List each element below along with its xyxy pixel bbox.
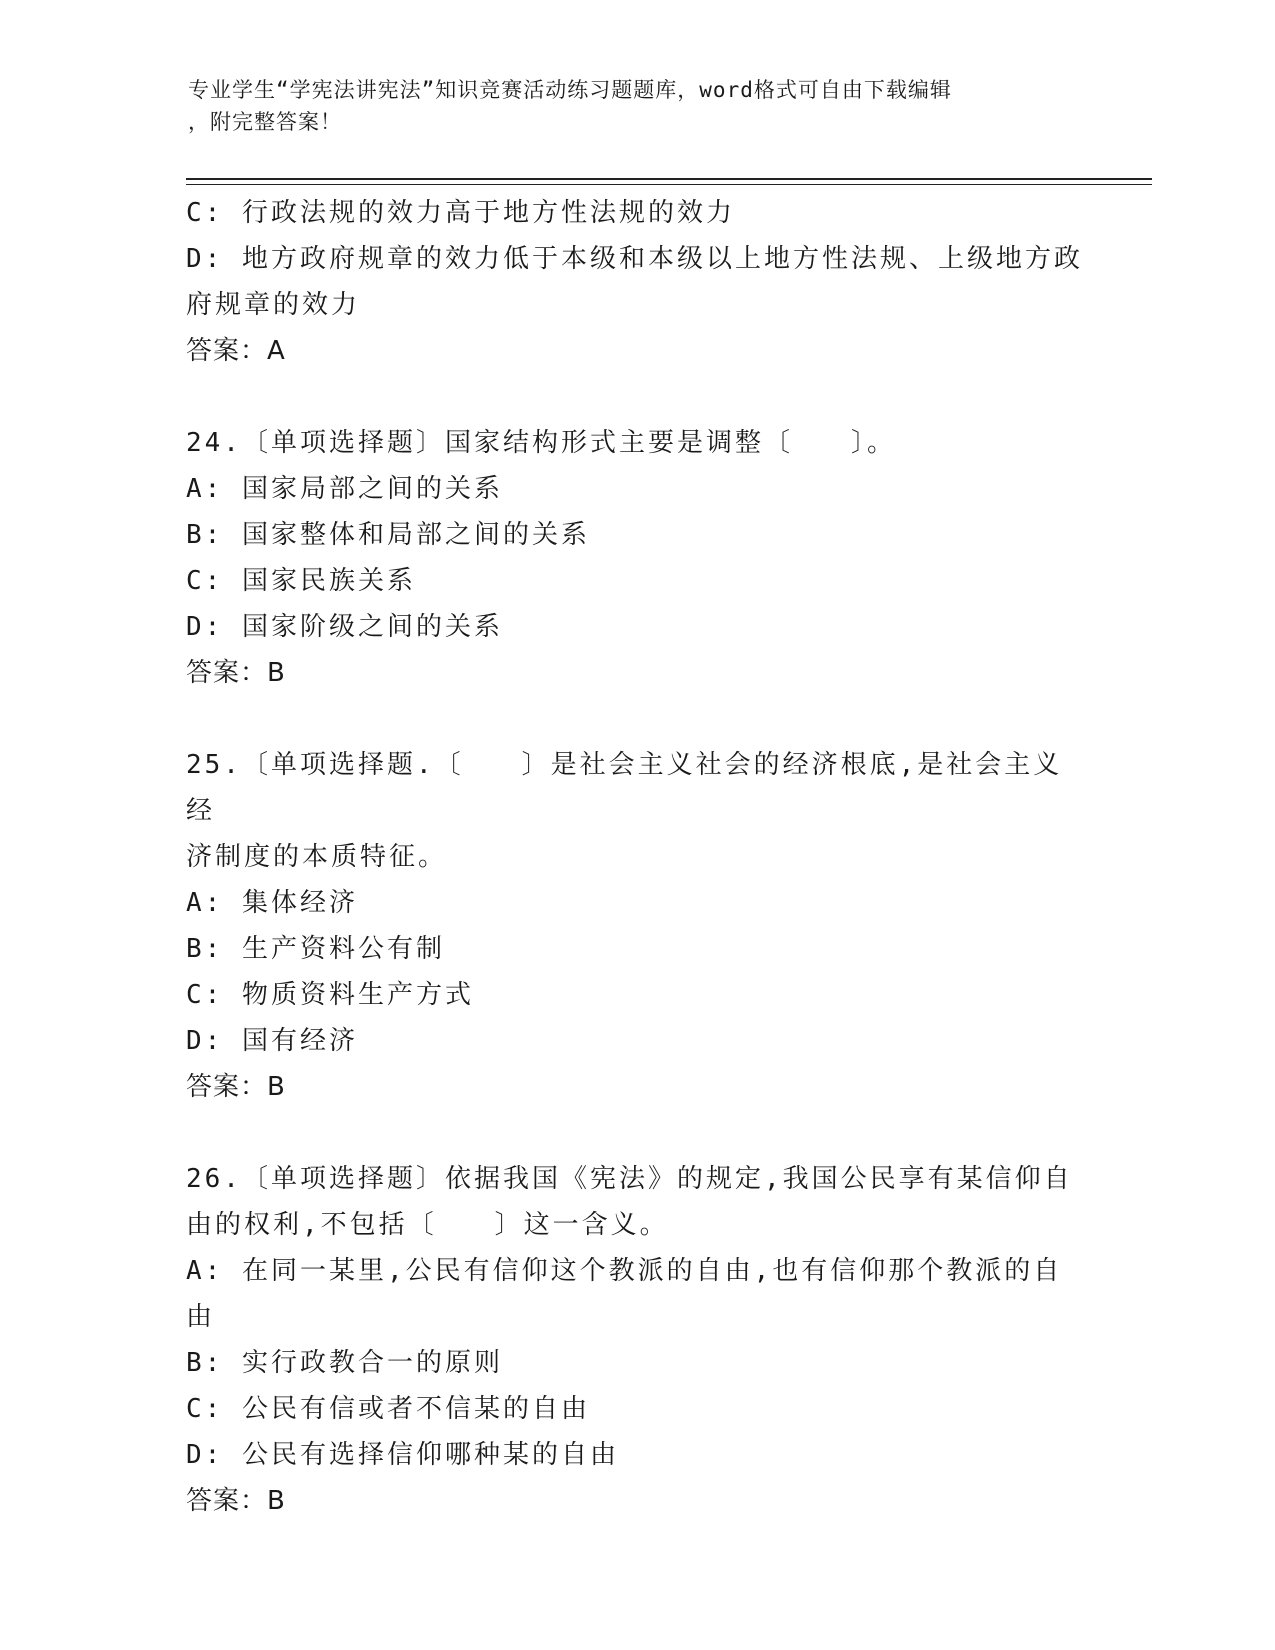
header-divider bbox=[186, 178, 1152, 180]
answer: 答案：A bbox=[186, 336, 286, 366]
option-d-continued: 府规章的效力 bbox=[186, 290, 361, 320]
question-26 bbox=[186, 1156, 1086, 1524]
question-stem-continued: 由的权利,不包括〔 〕这一含义。 bbox=[186, 1210, 669, 1240]
question-stem: 26.〔单项选择题〕依据我国《宪法》的规定,我国公民享有某信仰自 bbox=[186, 1164, 1073, 1194]
option-c: C: 物质资料生产方式 bbox=[186, 980, 474, 1010]
option-d: D: 公民有选择信仰哪种某的自由 bbox=[186, 1440, 619, 1470]
question-list bbox=[186, 190, 1086, 1524]
option-b: B: 生产资料公有制 bbox=[186, 934, 445, 964]
question-24 bbox=[186, 420, 1086, 696]
question-stem: 24.〔单项选择题〕国家结构形式主要是调整〔 〕。 bbox=[186, 428, 896, 458]
option-a: A: 集体经济 bbox=[186, 888, 358, 918]
answer: 答案：B bbox=[186, 1486, 286, 1516]
header-line-1: 专业学生“学宪法讲宪法”知识竞赛活动练习题题库，word格式可自由下载编辑 bbox=[188, 78, 952, 102]
question-23-tail bbox=[186, 190, 1086, 374]
header-line-2: ，附完整答案！ bbox=[188, 110, 342, 134]
option-c: C: 国家民族关系 bbox=[186, 566, 416, 596]
option-d: D: 国有经济 bbox=[186, 1026, 358, 1056]
option-d: D: 地方政府规章的效力低于本级和本级以上地方性法规、上级地方政 bbox=[186, 244, 1083, 274]
question-25 bbox=[186, 742, 1086, 1110]
option-b: B: 实行政教合一的原则 bbox=[186, 1348, 503, 1378]
question-stem-continued: 济制度的本质特征。 bbox=[186, 842, 448, 872]
option-c: C: 公民有信或者不信某的自由 bbox=[186, 1394, 590, 1424]
option-d: D: 国家阶级之间的关系 bbox=[186, 612, 503, 642]
option-c: C: 行政法规的效力高于地方性法规的效力 bbox=[186, 198, 735, 228]
header-divider-thin bbox=[186, 184, 1152, 185]
document-header bbox=[188, 74, 1068, 138]
answer: 答案：B bbox=[186, 1072, 286, 1102]
option-a: A: 国家局部之间的关系 bbox=[186, 474, 503, 504]
question-stem: 25.〔单项选择题.〔 〕是社会主义社会的经济根底,是社会主义经 bbox=[186, 750, 1063, 826]
answer: 答案：B bbox=[186, 658, 286, 688]
option-b: B: 国家整体和局部之间的关系 bbox=[186, 520, 590, 550]
option-a: A: 在同一某里,公民有信仰这个教派的自由,也有信仰那个教派的自由 bbox=[186, 1256, 1063, 1332]
